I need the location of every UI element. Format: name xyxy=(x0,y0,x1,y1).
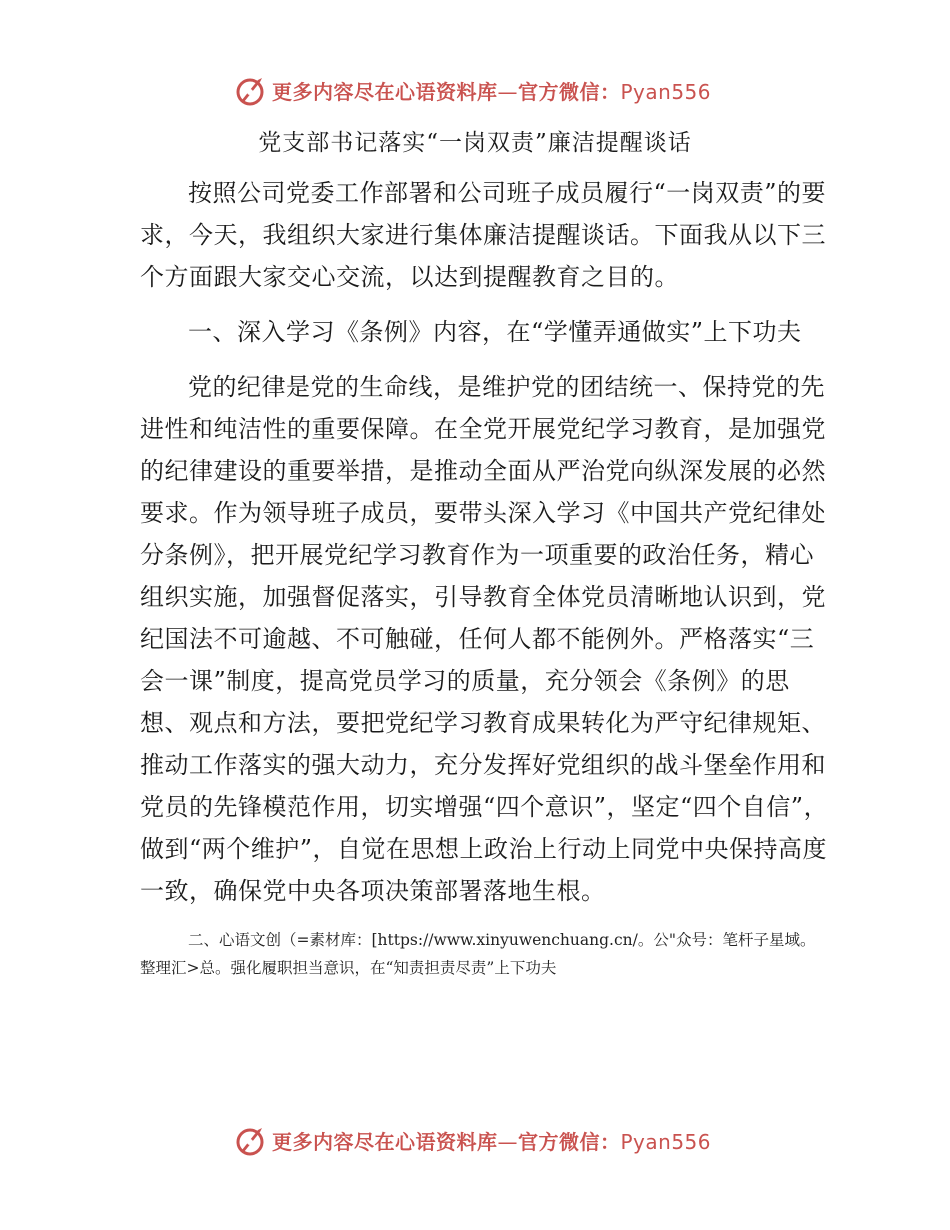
header-banner xyxy=(232,70,732,110)
footer-banner xyxy=(232,1120,732,1160)
banner-separator: — xyxy=(497,79,518,104)
banner-text xyxy=(272,76,711,105)
body-paragraph-1: 党的纪律是党的生命线，是维护党的团结统一、保持党的先进性和纯洁性的重要保障。在全党开展党纪学习教育，是加强党的纪律建设的重要举措，是推动全面从严治党向纵深发展的必然要求。作为领导班子成员，要带头深入学习《中国共产党纪律处分条例》，把开展党纪学习教育作为一项重要的政治任务，精心组织实施，加强督促落实，引导教育全体党员清晰地认识到，党纪国法不可逾越、不可触碰，任何人都不能例外。严格落实“三会一课”制度，提高党员学习的质量，充分领会《条例》的思想、观点和方法，要把党纪学习教育成果转化为严守纪律规矩、推动工作落实的强大动力，充分发挥好党组织的战斗堡垒作用和党员的先锋模范作用，切实增强“四个意识”，坚定“四个自信”，做到“两个维护”，自觉在思想上政治上行动上同党中央保持高度一致，确保党中央各项决策部署落地生根。 xyxy=(140,373,829,905)
document-title: 党支部书记落实“一岗双责”廉洁提醒谈话 xyxy=(258,130,692,156)
banner-separator: — xyxy=(497,1129,518,1154)
document-body xyxy=(140,172,830,982)
pen-nib-logo-icon xyxy=(232,72,268,108)
section-heading-1: 一、深入学习《条例》内容，在“学懂弄通做实”上下功夫 xyxy=(188,318,802,346)
banner-site-text: 更多内容尽在心语资料库 xyxy=(272,1129,498,1154)
banner-wechat-label: 官方微信： xyxy=(518,1129,621,1154)
banner-text xyxy=(272,1126,711,1155)
banner-wechat-label: 官方微信： xyxy=(518,79,621,104)
banner-wechat-handle: Pyan556 xyxy=(620,79,712,104)
section-heading-2-small: 二、心语文创（=素材库：[https://www.xinyuwenchuang.cn/。公"众号：笔杆子星域。整理汇>总。强化履职担当意识，在“知责担责尽责”上下功夫 xyxy=(140,931,816,977)
intro-paragraph: 按照公司党委工作部署和公司班子成员履行“一岗双责”的要求，今天，我组织大家进行集体廉洁提醒谈话。下面我从以下三个方面跟大家交心交流，以达到提醒教育之目的。 xyxy=(140,179,827,291)
banner-wechat-handle: Pyan556 xyxy=(620,1129,712,1154)
banner-site-text: 更多内容尽在心语资料库 xyxy=(272,79,498,104)
pen-nib-logo-icon xyxy=(232,1122,268,1158)
